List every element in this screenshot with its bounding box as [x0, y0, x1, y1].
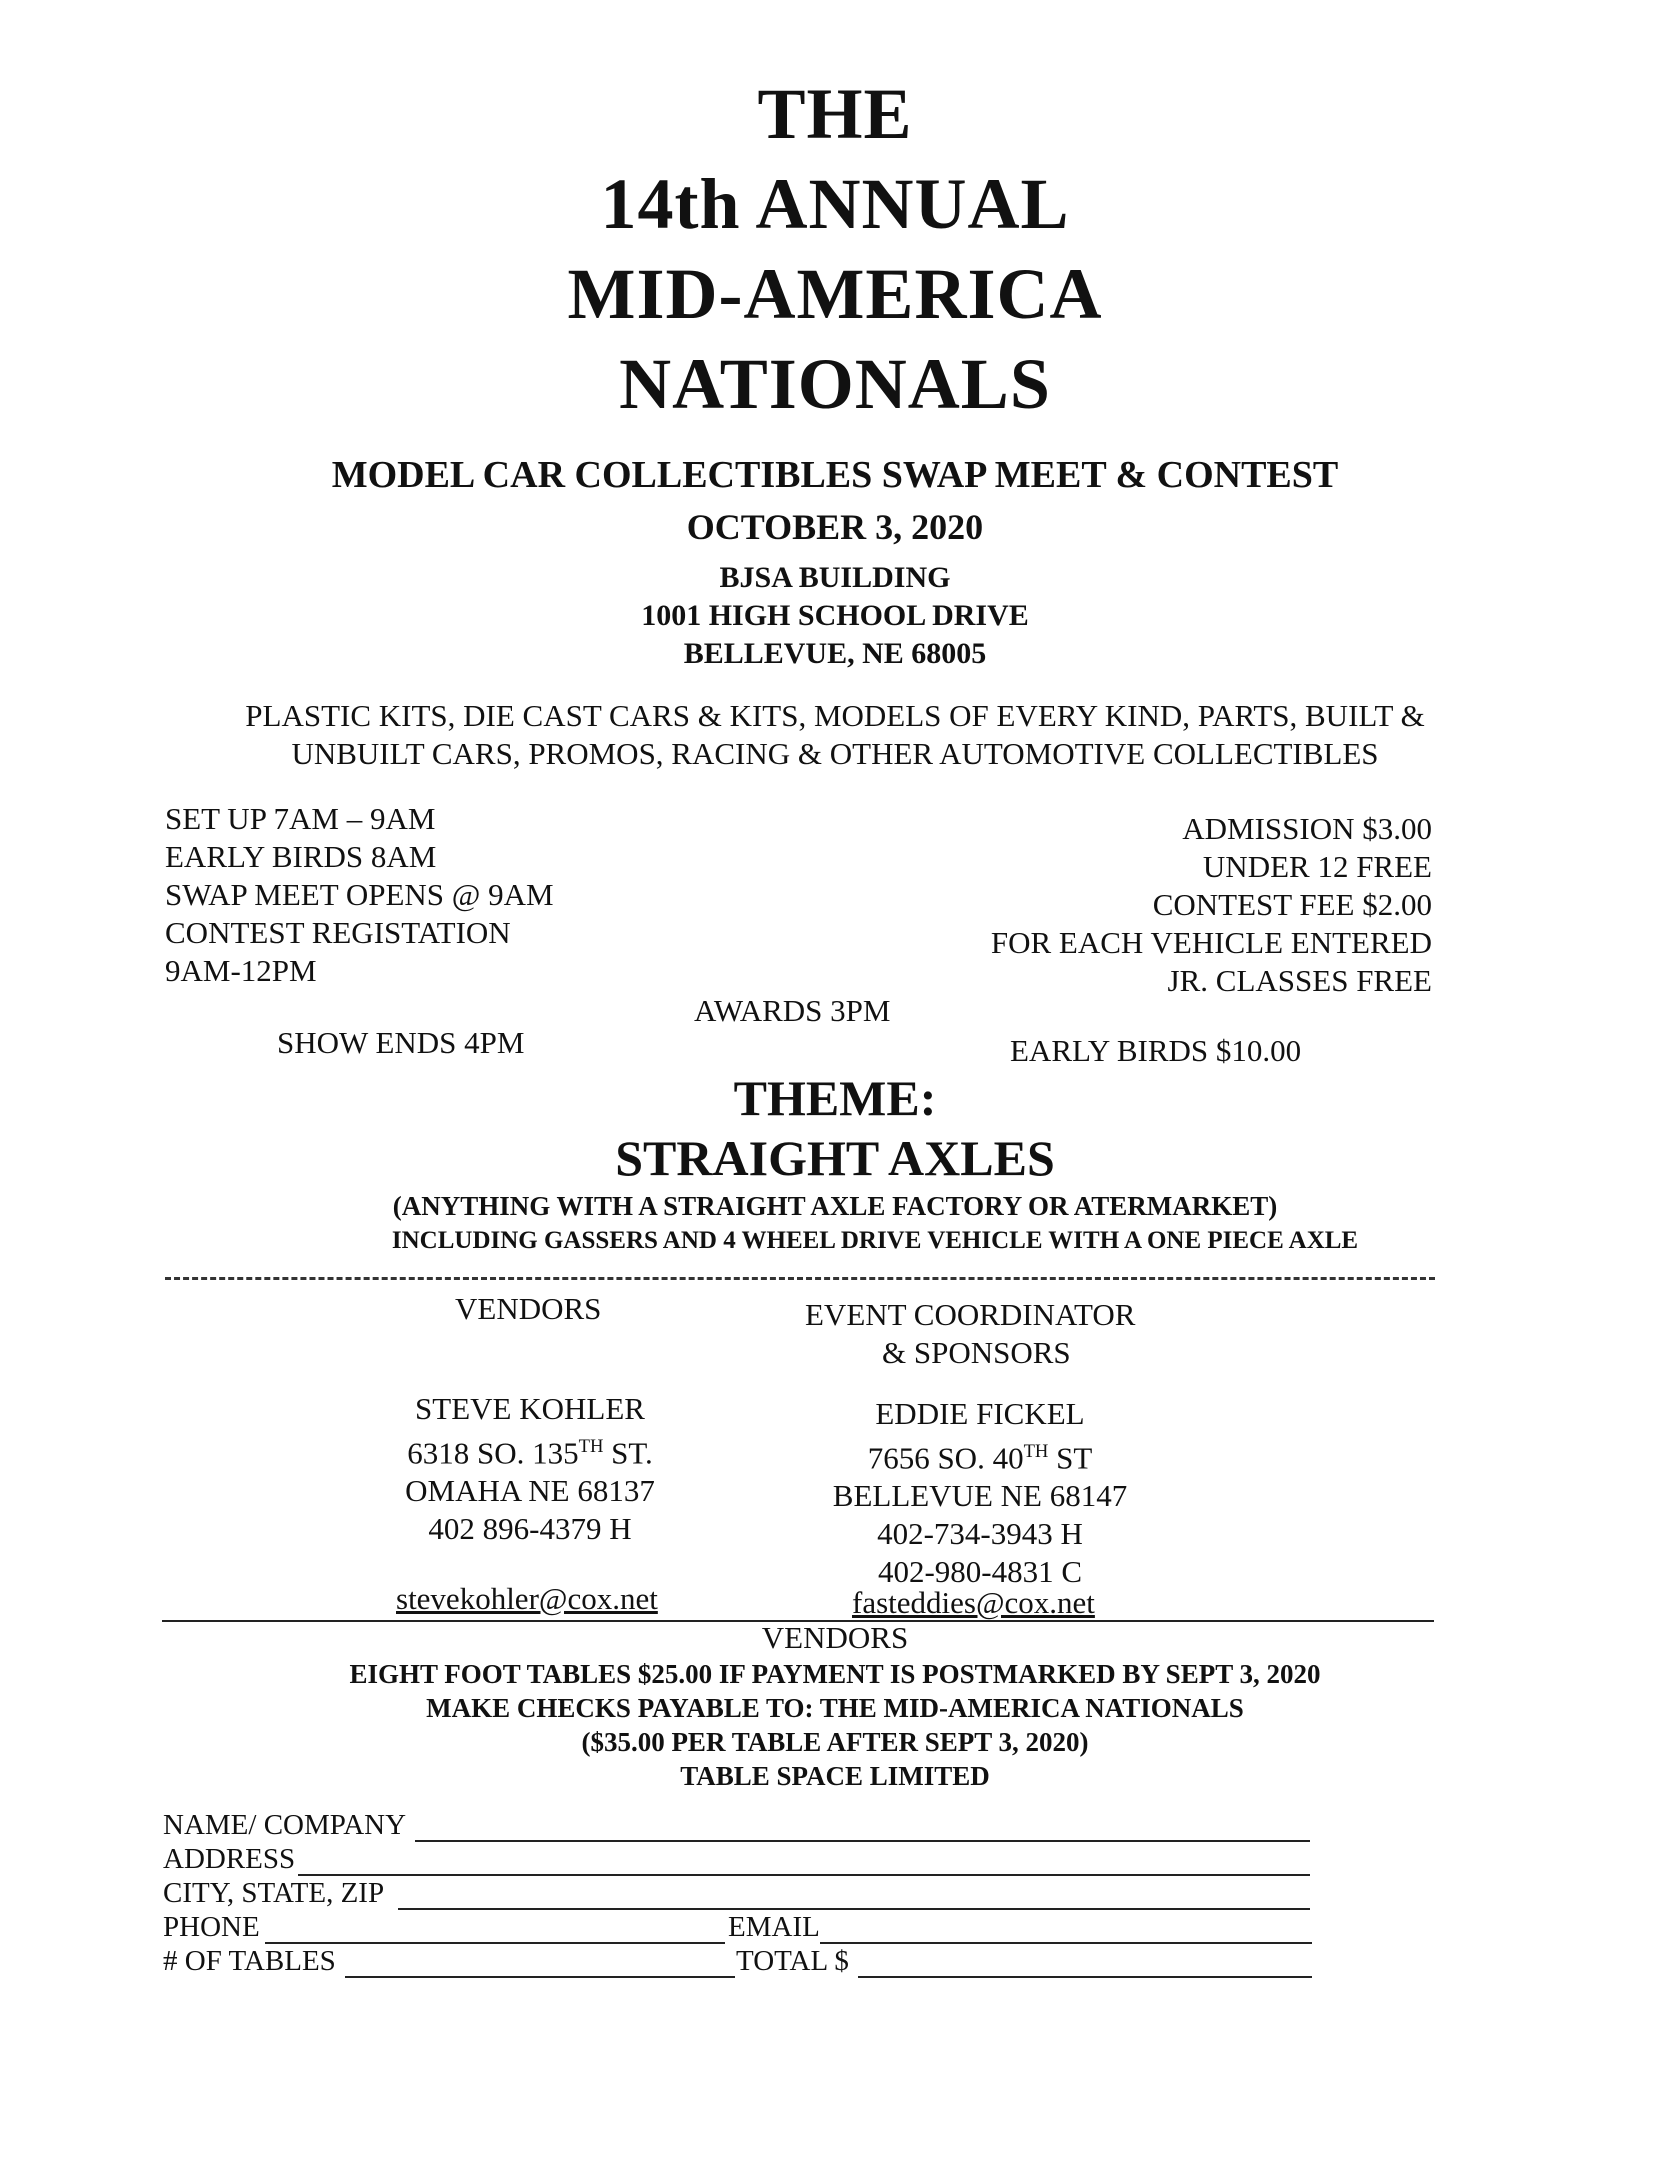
event-city: BELLEVUE, NE 68005 — [683, 637, 987, 670]
event-street: 1001 HIGH SCHOOL DRIVE — [641, 599, 1029, 632]
form-label-name-company: NAME/ COMPANY — [163, 1809, 407, 1841]
schedule-contest-registration: CONTEST REGISTATION — [165, 915, 511, 950]
title-line-nationals: NATIONALS — [619, 344, 1051, 424]
vendor-email-link[interactable]: stevekohler@cox.net — [396, 1581, 658, 1616]
fee-admission: ADMISSION $3.00 — [1182, 811, 1432, 846]
coordinator-contact — [800, 1395, 1160, 1591]
fee-each-vehicle: FOR EACH VEHICLE ENTERED — [990, 925, 1432, 960]
city-state-zip-field[interactable] — [398, 1908, 1310, 1910]
name-company-field[interactable] — [415, 1840, 1310, 1842]
dashed-divider — [165, 1277, 1435, 1280]
vendor-city: OMAHA NE 68137 — [405, 1473, 655, 1509]
theme-label: THEME: — [733, 1070, 937, 1126]
total-field[interactable] — [858, 1976, 1312, 1978]
theme-note-1: (ANYTHING WITH A STRAIGHT AXLE FACTORY OR ATERMARKET) — [392, 1191, 1278, 1221]
fee-jr-classes: JR. CLASSES FREE — [1167, 963, 1432, 998]
form-label-total: TOTAL $ — [736, 1945, 849, 1977]
vendor-info-heading: VENDORS — [761, 1620, 909, 1655]
form-label-phone: PHONE — [163, 1911, 260, 1943]
fee-contest: CONTEST FEE $2.00 — [1152, 887, 1432, 922]
form-label-city-state-zip: CITY, STATE, ZIP — [163, 1877, 385, 1909]
fee-under-12: UNDER 12 FREE — [1202, 849, 1432, 884]
schedule-early-birds: EARLY BIRDS 8AM — [165, 839, 437, 874]
coordinator-phone-1: 402-734-3943 H — [877, 1516, 1083, 1552]
description-line-1: PLASTIC KITS, DIE CAST CARS & KITS, MODELS OF EVERY KIND, PARTS, BUILT & — [245, 698, 1425, 733]
vendor-info-late-fee: ($35.00 PER TABLE AFTER SEPT 3, 2020) — [581, 1727, 1089, 1757]
title-line-mid-america: MID-AMERICA — [567, 254, 1103, 334]
address-field[interactable] — [298, 1874, 1310, 1876]
vendor-info-tables: EIGHT FOOT TABLES $25.00 IF PAYMENT IS POSTMARKED BY SEPT 3, 2020 — [349, 1659, 1321, 1689]
early-birds-fee: EARLY BIRDS $10.00 — [1010, 1033, 1302, 1068]
schedule-setup: SET UP 7AM – 9AM — [165, 801, 436, 836]
schedule-registration-hours: 9AM-12PM — [165, 953, 317, 988]
schedule-swap-opens: SWAP MEET OPENS @ 9AM — [165, 877, 554, 912]
coordinator-heading-2: & SPONSORS — [882, 1335, 1071, 1370]
title-line-the: THE — [757, 74, 913, 154]
vendor-info-checks: MAKE CHECKS PAYABLE TO: THE MID-AMERICA NATIONALS — [426, 1693, 1244, 1723]
title-line-annual: 14th ANNUAL — [600, 164, 1070, 244]
fees-right — [732, 810, 1432, 1000]
coordinator-phone-2: 402-980-4831 C — [877, 1554, 1083, 1590]
vendor-phone: 402 896-4379 H — [428, 1511, 632, 1547]
coordinator-name: EDDIE FICKEL — [875, 1396, 1085, 1431]
event-venue: BJSA BUILDING — [719, 561, 951, 594]
awards-time: AWARDS 3PM — [694, 993, 891, 1028]
form-label-address: ADDRESS — [163, 1843, 296, 1875]
show-ends: SHOW ENDS 4PM — [277, 1025, 525, 1060]
coordinator-city: BELLEVUE NE 68147 — [832, 1478, 1128, 1514]
event-date: OCTOBER 3, 2020 — [686, 507, 984, 547]
theme-note-2: INCLUDING GASSERS AND 4 WHEEL DRIVE VEHICLE WITH A ONE PIECE AXLE — [391, 1227, 1359, 1254]
email-field[interactable] — [820, 1942, 1312, 1944]
tables-field[interactable] — [345, 1976, 735, 1978]
vendor-info-limited: TABLE SPACE LIMITED — [680, 1761, 990, 1791]
vendors-heading: VENDORS — [455, 1291, 602, 1326]
event-subtitle: MODEL CAR COLLECTIBLES SWAP MEET & CONTEST — [331, 454, 1339, 496]
vendor-name: STEVE KOHLER — [415, 1391, 645, 1426]
coordinator-heading-1: EVENT COORDINATOR — [805, 1297, 1136, 1332]
coordinator-street: 7656 SO. 40TH ST — [867, 1440, 1093, 1476]
vendor-street: 6318 SO. 135TH ST. — [407, 1435, 653, 1471]
vendor-contact — [350, 1390, 710, 1548]
theme-name: STRAIGHT AXLES — [615, 1130, 1055, 1186]
form-label-tables: # OF TABLES — [163, 1945, 336, 1977]
schedule-left — [165, 800, 765, 990]
description-line-2: UNBUILT CARS, PROMOS, RACING & OTHER AUTOMOTIVE COLLECTIBLES — [291, 736, 1379, 771]
form-label-email: EMAIL — [728, 1911, 820, 1943]
coordinator-email-link[interactable]: fasteddies@cox.net — [852, 1585, 1095, 1620]
